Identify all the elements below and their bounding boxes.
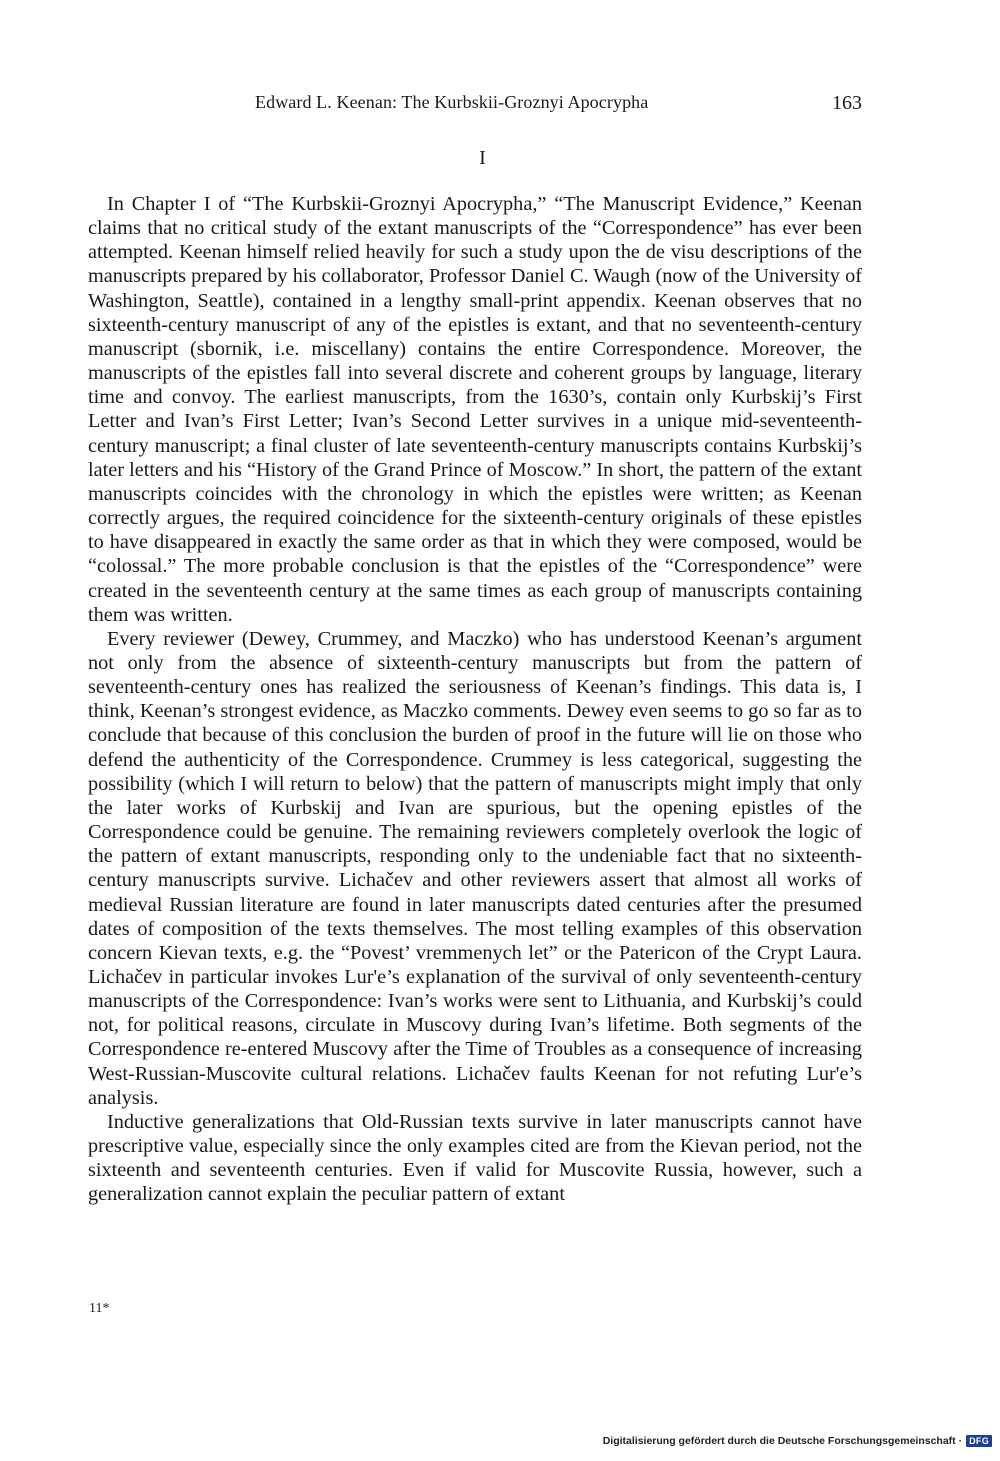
credit-text: Digitalisierung gefördert durch die Deutsche Forschungsgemeinschaft · (602, 1435, 963, 1447)
running-head: Edward L. Keenan: The Kurbskii-Groznyi Apocrypha (255, 92, 649, 112)
paragraph-1: In Chapter I of “The Kurbskii-Groznyi Apocrypha,” “The Manuscript Evidence,” Keenan claims that no critical study of the extant manuscripts of the “Correspondence” has ever been attempted. Keenan himself relied heavily for such a study upon the de visu descriptions of the manuscripts prepared by his collaborator, Professor Daniel C. Waugh (now of the University of Washington, Seattle), contained in a lengthy small-print appendix. Keenan observes that no sixteenth-century manuscript of any of the epistles is extant, and that no seventeenth-century manuscript (sbornik, i.e. miscellany) contains the entire Correspondence. Moreover, the manuscripts of the epistles fall into several discrete and coherent groups by language, literary time and convoy. The earliest manuscripts, from the 1630’s, contain only Kurbskij’s First Letter and Ivan’s First Letter; Ivan’s Second Letter survives in a unique mid-seventeenth-century manuscript; a final cluster of late seventeenth-century manuscripts contains Kurbskij’s later letters and his “History of the Grand Prince of Moscow.” In short, the pattern of the extant manuscripts coincides with the chronology in which the epistles were written; as Keenan correctly argues, the required coincidence for the sixteenth-century originals of these epistles to have disappeared in exactly the same order as that in which they were composed, would be “colossal.” The more probable conclusion is that the epistles of the “Correspondence” were created in the seventeenth century at the same times as each group of manuscripts containing them was written. (88, 193, 862, 626)
body-text (88, 192, 862, 1207)
page-number: 163 (832, 92, 862, 114)
digitization-credit (603, 1435, 992, 1447)
paragraph-2: Every reviewer (Dewey, Crummey, and Maczko) who has understood Keenan’s argument not only from the absence of sixteenth-century manuscripts but from the pattern of seventeenth-century ones has realized the seriousness of Keenan’s findings. This data is, I think, Keenan’s strongest evidence, as Maczko comments. Dewey even seems to go so far as to conclude that because of this conclusion the burden of proof in the future will lie on those who defend the authenticity of the Correspondence. Crummey is less categorical, suggesting the possibility (which I will return to below) that the pattern of manuscripts might imply that only the later works of Kurbskij and Ivan are spurious, but the opening epistles of the Correspondence could be genuine. The remaining reviewers completely overlook the logic of the pattern of extant manuscripts, responding only to the undeniable fact that no sixteenth-century manuscripts survive. Lichačev and other reviewers assert that almost all works of medieval Russian literature are found in later manuscripts dated centuries after the presumed dates of composition of the texts themselves. The most telling examples of this observation concern Kievan texts, e.g. the “Povest’ vremmenych let” or the Patericon of the Crypt Laura. Lichačev in particular invokes Lur'e’s explanation of the survival of only seventeenth-century manuscripts of the Correspondence: Ivan’s works were sent to Lithuania, and Kurbskij’s could not, for political reasons, circulate in Muscovy during Ivan’s lifetime. Both segments of the Correspondence re-entered Muscovy after the Time of Troubles as a consequence of increasing West-Russian-Muscovite cultural relations. Lichačev faults Keenan for not refuting Lur'e’s analysis. (88, 627, 862, 1109)
paragraph-3: Inductive generalizations that Old-Russian texts survive in later manuscripts cannot have prescriptive value, especially since the only examples cited are from the Kievan period, not the sixteenth and seventeenth centuries. Even if valid for Muscovite Russia, however, such a generalization cannot explain the peculiar pattern of extant (88, 1110, 862, 1206)
dfg-logo: DFG (966, 1435, 992, 1447)
signature-mark: 11* (89, 1301, 110, 1316)
section-numeral: I (479, 147, 486, 169)
